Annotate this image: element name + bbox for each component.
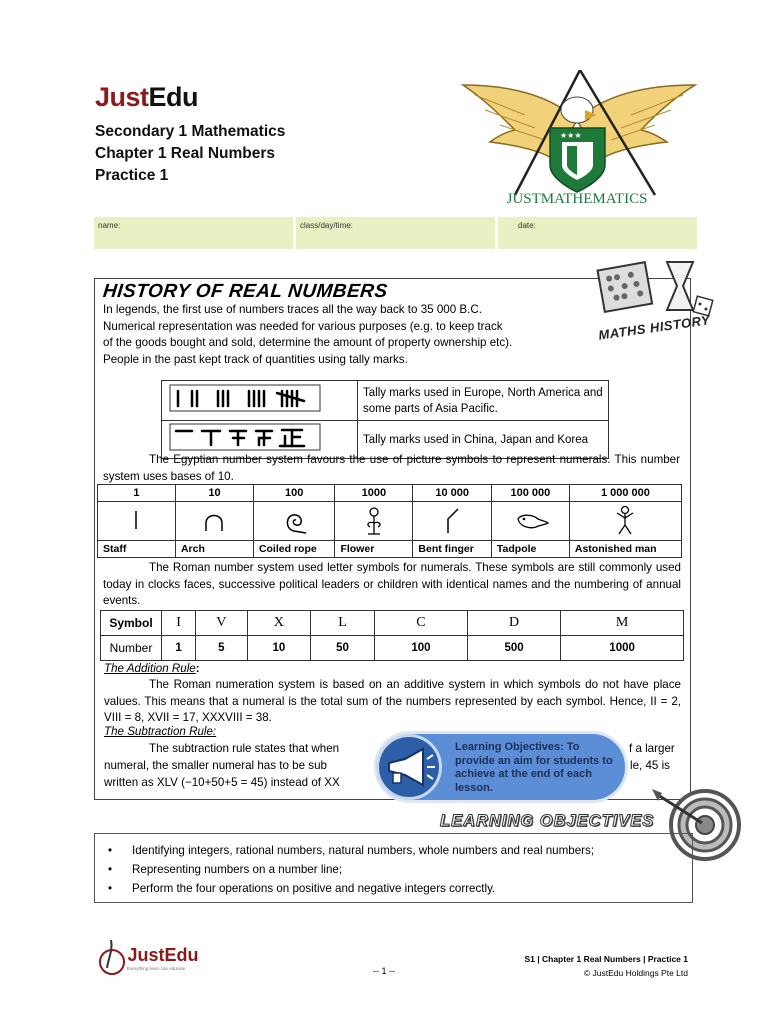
title-line-2: Chapter 1 Real Numbers [95, 145, 276, 162]
date-field[interactable] [498, 217, 697, 249]
name-label: name: [98, 221, 121, 230]
roman-symbol-header: Symbol [101, 611, 162, 636]
flower-symbol-cell [335, 502, 413, 541]
addition-rule-heading [104, 661, 200, 678]
history-title: HISTORY OF REAL NUMBERS [101, 281, 389, 302]
intro-line-4: People in the past kept track of quantities using tally marks. [103, 352, 408, 366]
tadpole-symbol-cell [491, 502, 569, 541]
objective-item: • Perform the four operations on positive and negative integers correctly. [108, 879, 594, 898]
subtraction-line-2b: le, 45 is [630, 759, 670, 772]
roman-symbol: V [196, 611, 247, 636]
egyptian-name: Flower [335, 541, 413, 558]
date-label: date: [518, 221, 536, 230]
tally-label-china: Tally marks used in China, Japan and Korea [358, 421, 609, 459]
egyptian-value: 10 000 [413, 485, 492, 502]
flower-icon [344, 503, 404, 537]
class-field[interactable] [296, 217, 495, 249]
subtraction-line-2a: numeral, the smaller numeral has to be sub [104, 759, 327, 772]
staff-icon [106, 503, 166, 537]
egyptian-names-row [98, 541, 682, 558]
arch-symbol-cell [175, 502, 253, 541]
tally-marks-china-icon [162, 421, 357, 453]
egyptian-name: Bent finger [413, 541, 492, 558]
roman-table [100, 610, 684, 661]
addition-rule-text: The Roman numeration system is based on an additive system in which symbols do not have place values. This means that a numeral is the total sum of the numbers represented by each symbol. Hence, II = 2, VIII = 8, XVII = 17, XXXVIII = 38. [104, 678, 681, 724]
roman-number: 500 [468, 636, 561, 661]
egyptian-value: 1 [98, 485, 176, 502]
tally-table [161, 380, 609, 459]
logo-text: JUSTMATHEMATICS [506, 191, 648, 207]
coiled-rope-icon [264, 503, 324, 537]
addition-rule-colon: : [195, 662, 200, 675]
intro-line-2: Numerical representation was needed for various purposes (e.g. to keep track [103, 319, 503, 333]
roman-symbol: X [247, 611, 311, 636]
roman-intro: The Roman number system used letter symbols for numerals. These symbols are still commonly used today in clocks faces, successive political leaders or children with identical names and the numbering of annual events. [103, 561, 681, 607]
roman-symbol: L [311, 611, 375, 636]
egyptian-name: Coiled rope [253, 541, 335, 558]
egyptian-value: 1 000 000 [569, 485, 681, 502]
subtraction-rule-heading: The Subtraction Rule: [104, 725, 217, 738]
brand-edu: Edu [148, 82, 199, 112]
astonished-man-symbol-cell [569, 502, 681, 541]
intro-line-1: In legends, the first use of numbers traces all the way back to 35 000 B.C. [103, 303, 482, 316]
page-number: -- 1 -- [373, 966, 395, 976]
bent-finger-icon [422, 503, 482, 537]
egyptian-name: Tadpole [491, 541, 569, 558]
tally-marks-europe-icon [162, 381, 357, 415]
arch-icon [184, 503, 244, 537]
egyptian-name: Astonished man [569, 541, 681, 558]
footer-copyright: © JustEdu Holdings Pte Ltd [583, 968, 688, 978]
name-field[interactable] [94, 217, 293, 249]
astonished-man-icon [595, 503, 655, 537]
roman-number-header: Number [101, 636, 162, 661]
tadpole-icon [500, 503, 560, 537]
eagle-crest-logo [455, 70, 700, 210]
roman-symbol: I [162, 611, 196, 636]
title-line-1: Secondary 1 Mathematics [95, 123, 286, 140]
intro-line-3: of the goods bought and sold, determine the amount of property ownership etc). [103, 336, 513, 349]
roman-number: 100 [374, 636, 467, 661]
roman-symbol-row [101, 611, 684, 636]
egyptian-table [97, 484, 682, 558]
megaphone-badge [376, 734, 442, 800]
footer-logo-tagline: Everything learn can educate [127, 966, 186, 971]
objectives-list [108, 841, 594, 898]
tally-label-europe: Tally marks used in Europe, North America and some parts of Asia Pacific. [358, 381, 609, 421]
roman-symbol: C [374, 611, 467, 636]
brand-just: Just [95, 82, 149, 112]
roman-symbol: D [468, 611, 561, 636]
learning-objectives-banner: LEARNING OBJECTIVES [440, 812, 655, 830]
subtraction-line-1b: f a larger [629, 742, 675, 755]
roman-number: 1000 [561, 636, 684, 661]
roman-number-row [101, 636, 684, 661]
roman-number: 1 [162, 636, 196, 661]
svg-text:★★★: ★★★ [560, 131, 582, 140]
megaphone-icon [379, 737, 439, 797]
document-title [95, 121, 285, 187]
egyptian-value: 100 [253, 485, 335, 502]
coiled-rope-symbol-cell [253, 502, 335, 541]
egyptian-name: Arch [175, 541, 253, 558]
addition-rule-title: The Addition Rule [104, 662, 196, 675]
egyptian-value: 100 000 [491, 485, 569, 502]
egyptian-intro: The Egyptian number system favours the use of picture symbols to represent numerals. This number system uses bases of 10. [103, 453, 680, 483]
subtraction-line-3: written as XLV (−10+50+5 = 45) instead of XX [104, 776, 340, 789]
staff-symbol-cell [98, 502, 176, 541]
bent-finger-symbol-cell [413, 502, 492, 541]
history-intro [103, 302, 583, 368]
egyptian-value: 1000 [335, 485, 413, 502]
roman-symbol: M [561, 611, 684, 636]
roman-number: 10 [247, 636, 311, 661]
roman-number: 5 [196, 636, 247, 661]
objective-item: • Identifying integers, rational numbers, natural numbers, whole numbers and real numbers; [108, 841, 594, 860]
maths-history-badge: MATHS HISTORY [597, 312, 712, 343]
learning-objectives-bubble-text: Learning Objectives: To provide an aim for students to achieve at the end of each lesson. [455, 741, 613, 794]
class-label: class/day/time: [300, 221, 353, 230]
subtraction-line-1a: The subtraction rule states that when [149, 742, 340, 755]
footer-chapter: S1 | Chapter 1 Real Numbers | Practice 1 [524, 954, 688, 964]
egyptian-symbols-row [98, 502, 682, 541]
roman-number: 50 [311, 636, 375, 661]
tally-image-europe [162, 381, 358, 421]
egyptian-values-row [98, 485, 682, 502]
objective-item: • Representing numbers on a number line; [108, 860, 594, 879]
egyptian-name: Staff [98, 541, 176, 558]
footer-logo-text: JustEdu [127, 945, 199, 965]
title-line-3: Practice 1 [95, 167, 169, 184]
egyptian-value: 10 [175, 485, 253, 502]
brand-logo [95, 82, 198, 113]
tally-row-europe [162, 381, 609, 421]
